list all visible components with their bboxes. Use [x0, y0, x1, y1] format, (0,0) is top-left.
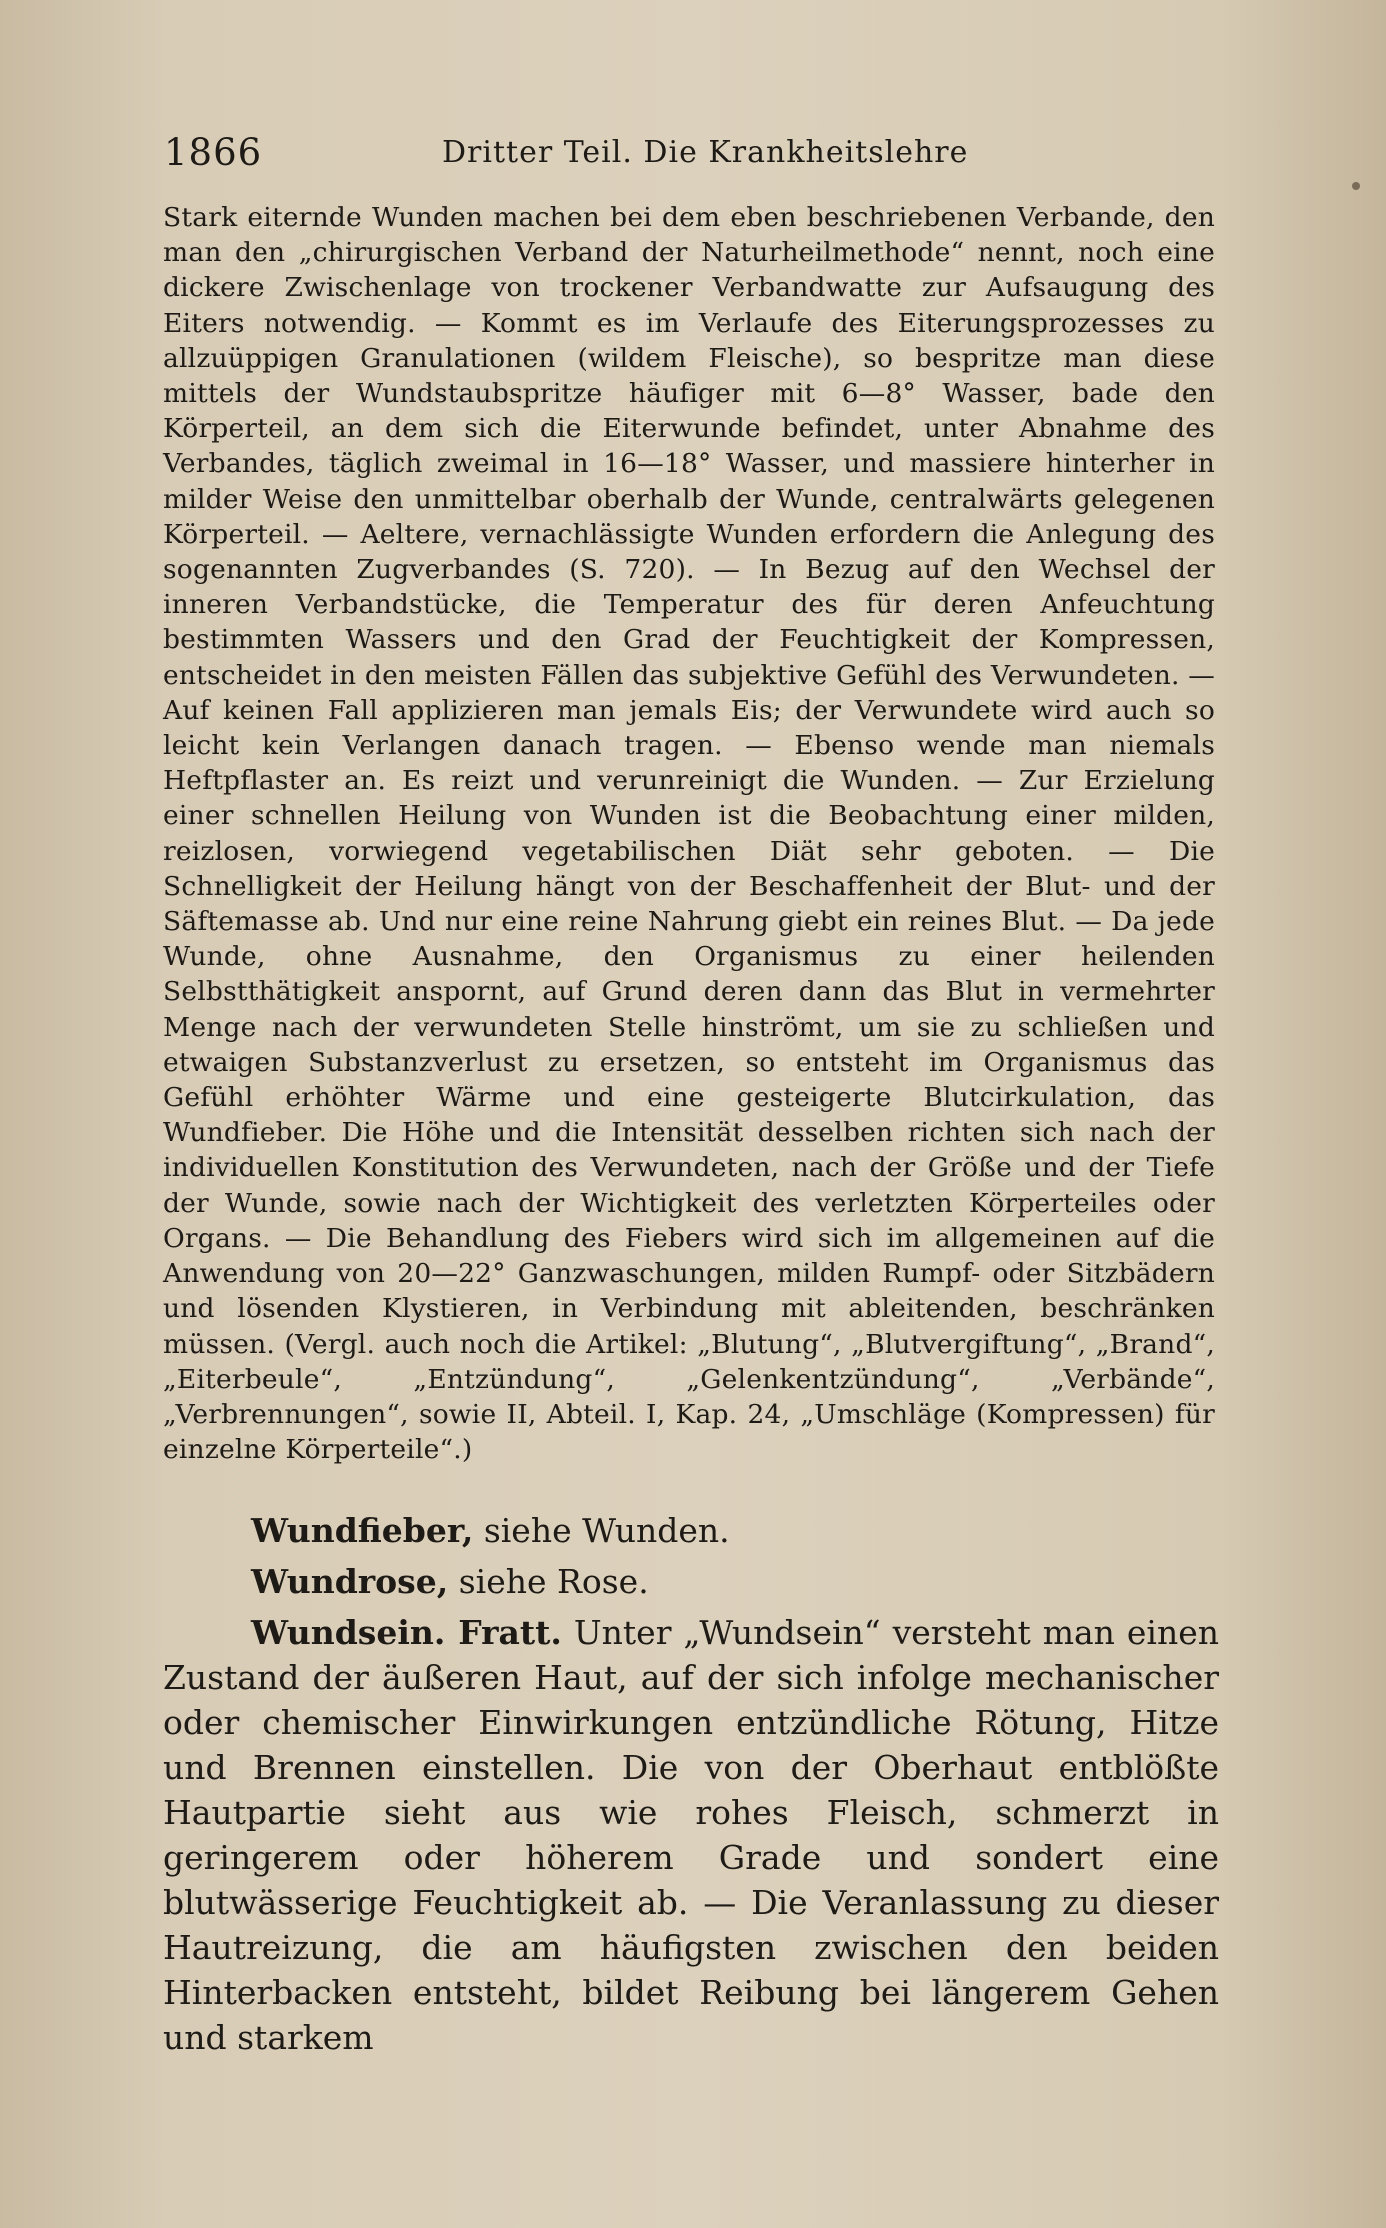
- dictionary-entries: [163, 1508, 1219, 2060]
- entry-body: Unter „Wundsein“ versteht man einen Zustand der äußeren Haut, auf der sich infolge mechanischer oder chemischer Einwirkungen entzündliche Rötung, Hitze und Brennen einstellen. Die von der Oberhaut entblößte Hautpartie sieht aus wie rohes Fleisch, schmerzt in geringerem oder höherem Grade und sondert eine blutwässerige Feuchtigkeit ab. — Die Veranlassung zu dieser Hautreizung, die am häufigsten zwischen den beiden Hinterbacken entsteht, bildet Reibung bei längerem Gehen und starkem: [163, 1613, 1219, 2057]
- entry-headword: Wundfieber,: [251, 1511, 474, 1550]
- ink-spot: [1352, 182, 1360, 190]
- entry-wundrose: [251, 1559, 1219, 1604]
- entry-headword: Wundrose,: [251, 1562, 449, 1601]
- main-paragraph: [163, 200, 1215, 1467]
- entry-headword: Wundsein. Fratt.: [251, 1613, 562, 1652]
- page-header: [160, 128, 1220, 178]
- entry-wundsein: [163, 1610, 1219, 2060]
- paragraph-text: Stark eiternde Wunden machen bei dem eben beschriebenen Verbande, den man den „chirurgischen Verband der Naturheilmethode“ nennt, noch eine dickere Zwischenlage von trockener Verbandwatte zur Aufsaugung des Eiters notwendig. — Kommt es im Verlaufe des Eiterungsprozesses zu allzuüppigen Granulationen (wildem Fleische), so bespritze man diese mittels der Wundstaubspritze häufiger mit 6—8° Wasser, bade den Körperteil, an dem sich die Eiterwunde befindet, unter Abnahme des Verbandes, täglich zweimal in 16—18° Wasser, und massiere hinterher in milder Weise den unmittelbar oberhalb der Wunde, centralwärts gelegenen Körperteil. — Aeltere, vernachlässigte Wunden erfordern die Anlegung des sogenannten Zugverbandes (S. 720). — In Bezug auf den Wechsel der inneren Verbandstücke, die Temperatur des für deren Anfeuchtung bestimmten Wassers und den Grad der Feuchtigkeit der Kompressen, entscheidet in den meisten Fällen das subjektive Gefühl des Verwundeten. — Auf keinen Fall applizieren man jemals Eis; der Verwundete wird auch so leicht kein Verlangen danach tragen. — Ebenso wende man niemals Heftpflaster an. Es reizt und verunreinigt die Wunden. — Zur Erzielung einer schnellen Heilung von Wunden ist die Beobachtung einer milden, reizlosen, vorwiegend vegetabilischen Diät sehr geboten. — Die Schnelligkeit der Heilung hängt von der Beschaffenheit der Blut- und der Säftemasse ab. Und nur eine reine Nahrung giebt ein reines Blut. — Da jede Wunde, ohne Ausnahme, den Organismus zu einer heilenden Selbstthätigkeit anspornt, auf Grund deren dann das Blut in vermehrter Menge nach der verwundeten Stelle hinströmt, um sie zu schließen und etwaigen Substanzverlust zu ersetzen, so entsteht im Organismus das Gefühl erhöhter Wärme und eine gesteigerte Blutcirkulation, das Wundfieber. Die Höhe und die Intensität desselben richten sich nach der individuellen Konstitution des Verwundeten, nach der Größe und der Tiefe der Wunde, sowie nach der Wichtigkeit des verletzten Körperteiles oder Organs. — Die Behandlung des Fiebers wird sich im allgemeinen auf die Anwendung von 20—22° Ganzwaschungen, milden Rumpf- oder Sitzbädern und lösenden Klystieren, in Verbindung mit ableitenden, beschränken müssen. (Vergl. auch noch die Artikel: „Blutung“, „Blutvergiftung“, „Brand“, „Eiterbeule“, „Entzündung“, „Gelenkentzündung“, „Verbände“, „Verbrennungen“, sowie II, Abteil. I, Kap. 24, „Umschläge (Kompressen) für einzelne Körperteile“.): [163, 202, 1215, 1466]
- page-number: 1866: [164, 131, 263, 174]
- running-head: Dritter Teil. Die Krankheitslehre: [442, 135, 969, 170]
- entry-wundfieber: [251, 1508, 1219, 1553]
- entry-reference: siehe Wunden.: [473, 1511, 730, 1550]
- entry-reference: siehe Rose.: [448, 1562, 649, 1601]
